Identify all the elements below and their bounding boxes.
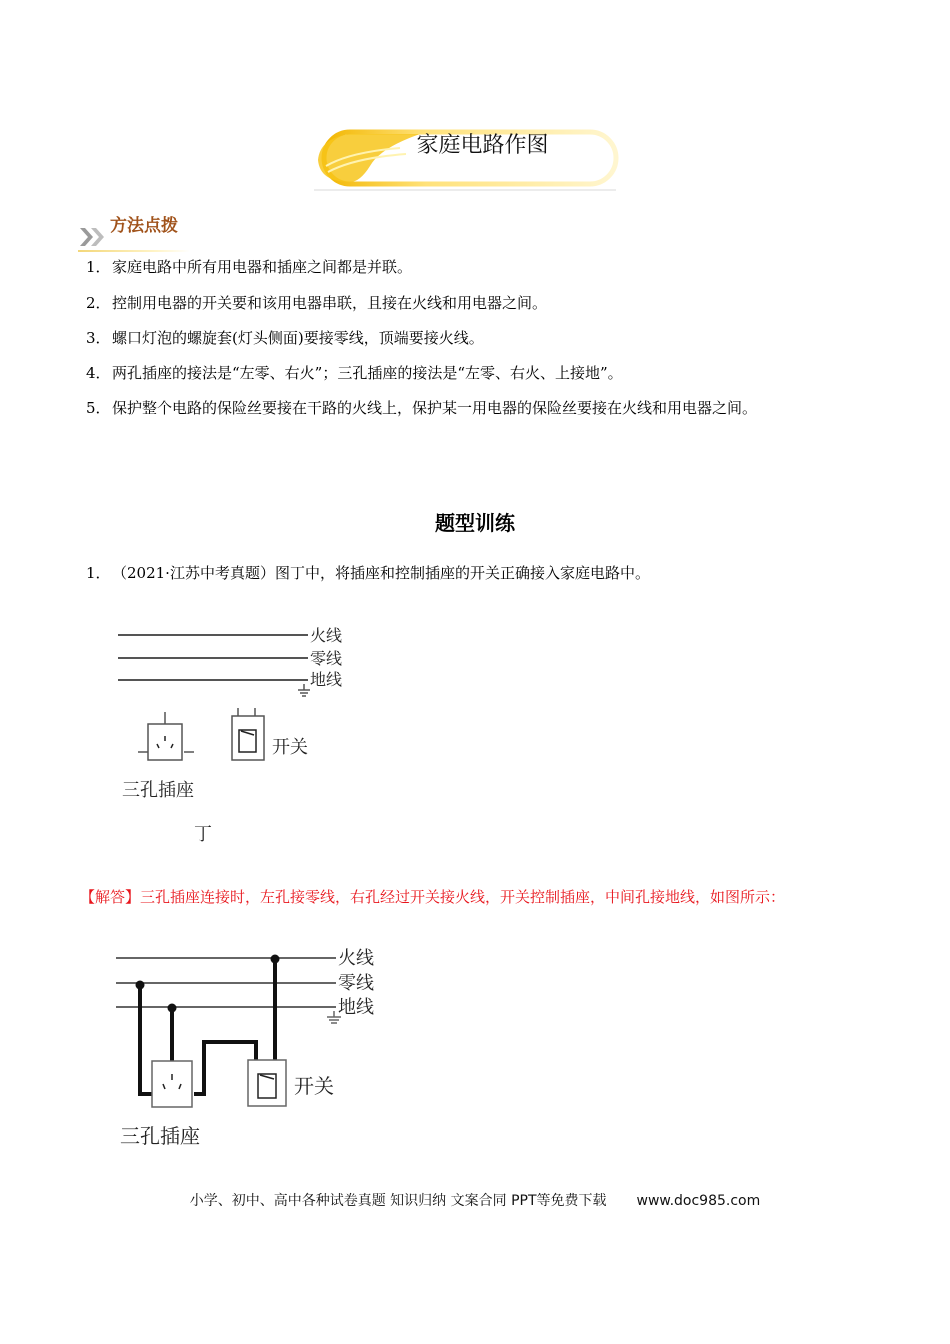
method-item: 5．保护整个电路的保险丝要接在干路的火线上，保护某一用电器的保险丝要接在火线和用电器之间。 bbox=[86, 399, 758, 417]
ground-label: 地线 bbox=[338, 997, 374, 1018]
junction-dot bbox=[271, 955, 280, 964]
method-item: 1．家庭电路中所有用电器和插座之间都是并联。 bbox=[86, 258, 413, 276]
neutral-label: 零线 bbox=[310, 649, 343, 668]
ground-symbol-icon bbox=[298, 684, 310, 696]
section-title: 题型训练 bbox=[435, 511, 515, 535]
circuit-figure-answer bbox=[110, 940, 400, 1150]
method-item: 3．螺口灯泡的螺旋套(灯头侧面)要接零线，顶端要接火线。 bbox=[86, 329, 484, 347]
method-heading: 方法点拨 bbox=[110, 216, 178, 236]
footer bbox=[0, 1190, 950, 1212]
switch-icon bbox=[248, 1060, 286, 1106]
method-item: 4．两孔插座的接法是“左零、右火”；三孔插座的接法是“左零、右火、上接地”。 bbox=[86, 364, 623, 382]
switch-icon bbox=[232, 708, 264, 760]
junction-dot bbox=[136, 981, 145, 990]
live-label: 火线 bbox=[310, 626, 343, 645]
switch-label: 开关 bbox=[294, 1074, 334, 1098]
method-item: 2．控制用电器的开关要和该用电器串联，且接在火线和用电器之间。 bbox=[86, 294, 548, 312]
junction-dot bbox=[168, 1004, 177, 1013]
live-label: 火线 bbox=[338, 948, 374, 969]
three-hole-socket-icon bbox=[152, 1061, 192, 1107]
question-text: 1．（2021·江苏中考真题）图丁中，将插座和控制插座的开关正确接入家庭电路中。 bbox=[86, 564, 650, 582]
ground-label: 地线 bbox=[310, 670, 343, 689]
page-title: 家庭电路作图 bbox=[416, 133, 549, 158]
figure-caption: 丁 bbox=[194, 824, 212, 845]
answer-text: 【解答】三孔插座连接时，左孔接零线，右孔经过开关接火线，开关控制插座，中间孔接地线，如图所示： bbox=[80, 888, 786, 906]
double-chevron-icon bbox=[78, 226, 108, 248]
switch-label: 开关 bbox=[272, 737, 308, 758]
method-underline bbox=[78, 250, 190, 252]
socket-label: 三孔插座 bbox=[122, 780, 194, 801]
socket-label: 三孔插座 bbox=[120, 1124, 200, 1148]
circuit-figure-question bbox=[110, 618, 370, 850]
footer-url[interactable]: www.doc985.com bbox=[636, 1193, 761, 1209]
footer-text: 小学、初中、高中各种试卷真题 知识归纳 文案合同 PPT等免费下载 bbox=[189, 1193, 607, 1209]
three-hole-socket-icon bbox=[138, 712, 194, 760]
neutral-label: 零线 bbox=[338, 973, 374, 994]
